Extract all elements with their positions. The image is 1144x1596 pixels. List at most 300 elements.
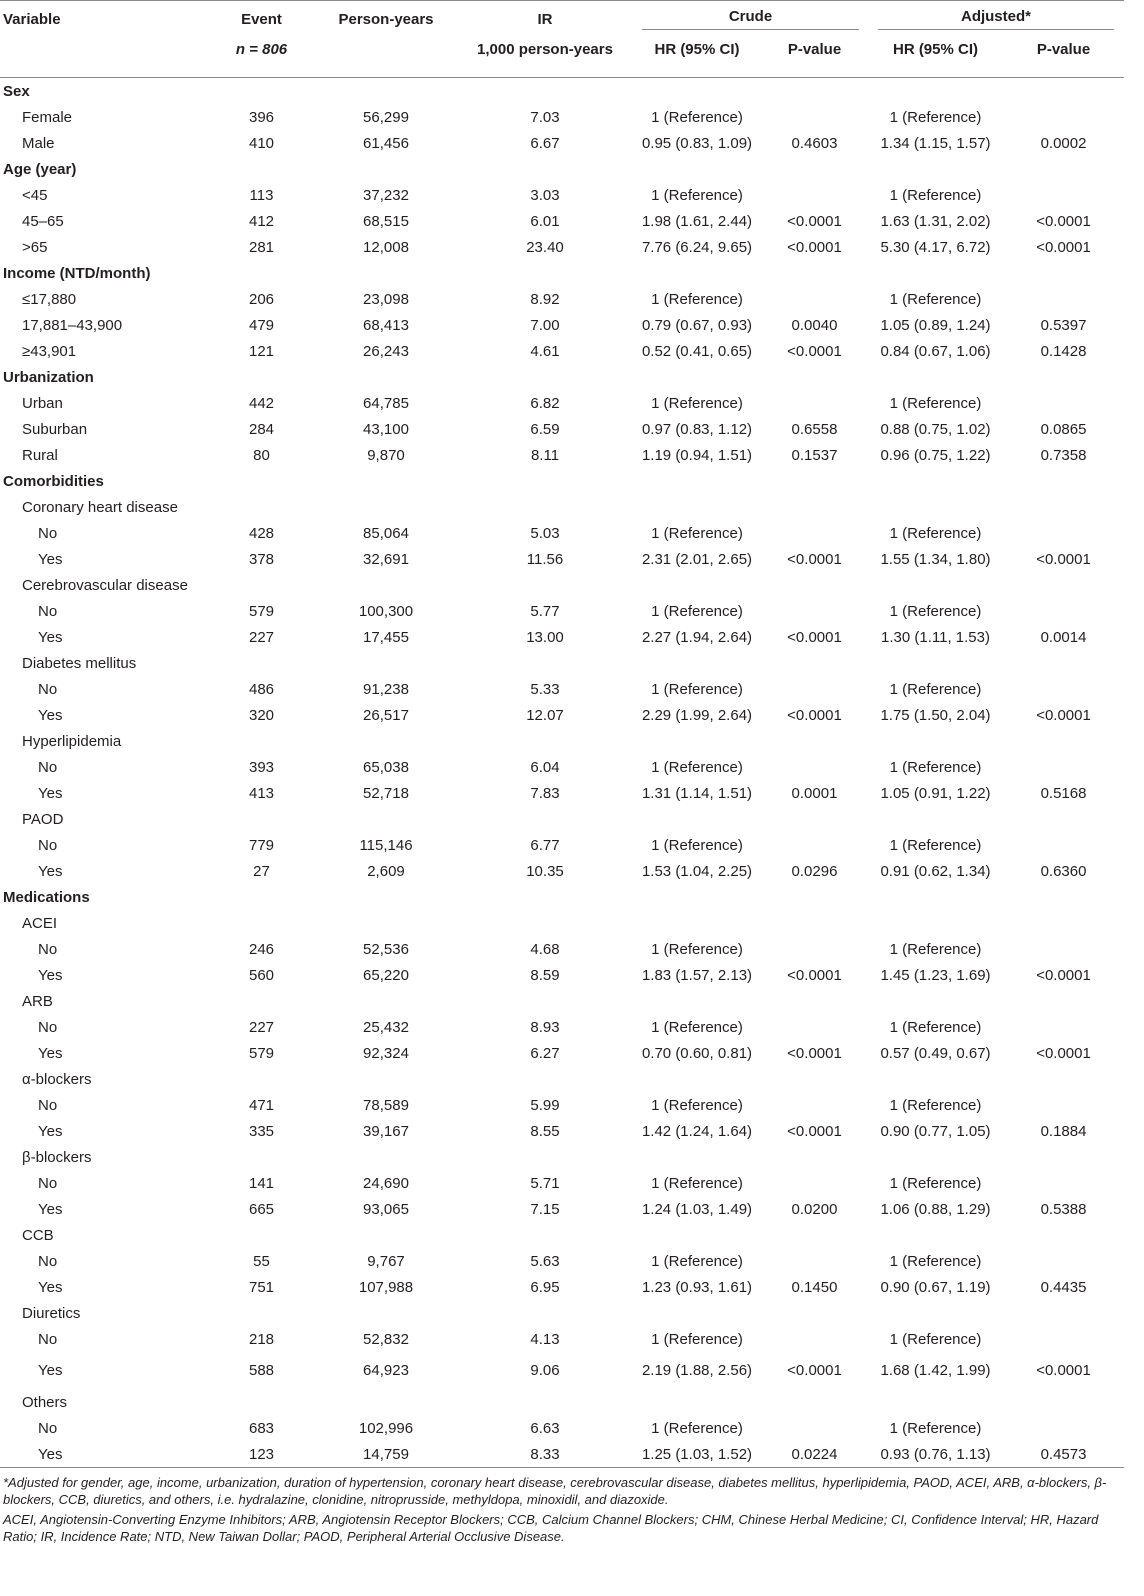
cell-adjusted-hr: 1 (Reference)	[889, 940, 982, 958]
cell-variable: ACEI	[22, 914, 58, 932]
cell-adjusted-hr	[868, 1389, 1003, 1415]
cell-person-years	[315, 78, 457, 105]
cell-ir: 6.63	[530, 1419, 560, 1437]
cell-adjusted-p	[1003, 806, 1124, 832]
cell-adjusted-hr: 1.05 (0.89, 1.24)	[880, 316, 991, 334]
cell-adjusted-hr: 5.30 (4.17, 6.72)	[880, 238, 991, 256]
cell-person-years: 9,767	[367, 1252, 405, 1270]
cell-event: 141	[248, 1174, 275, 1192]
cell-adjusted-p	[1003, 1248, 1124, 1274]
cell-crude-p	[761, 1014, 868, 1040]
cell-adjusted-hr: 1 (Reference)	[889, 680, 982, 698]
cell-ir: 6.27	[530, 1044, 560, 1062]
table-row	[0, 624, 1124, 650]
header-crude-hr: HR (95% CI)	[633, 37, 761, 78]
cell-adjusted-p	[1003, 754, 1124, 780]
cell-event: 27	[253, 862, 270, 880]
table-row	[0, 208, 1124, 234]
cell-crude-p: 0.0224	[761, 1441, 868, 1468]
cell-adjusted-hr	[868, 806, 1003, 832]
cell-person-years	[315, 468, 457, 494]
cell-ir	[457, 650, 633, 676]
cell-adjusted-hr: 1 (Reference)	[889, 1174, 982, 1192]
cell-adjusted-hr	[868, 260, 1003, 286]
cell-adjusted-p	[1003, 1066, 1124, 1092]
cell-adjusted-hr: 1 (Reference)	[889, 1096, 982, 1114]
cell-crude-p: 0.0296	[791, 862, 838, 880]
cell-adjusted-hr: 1 (Reference)	[889, 186, 982, 204]
cell-variable: No	[38, 524, 58, 542]
header-crude-p: P-value	[761, 37, 868, 78]
cell-variable: ≥43,901	[22, 342, 77, 360]
cell-variable: Suburban	[22, 420, 88, 438]
cell-person-years: 115,146	[359, 836, 413, 854]
table-row	[0, 1222, 1124, 1248]
cell-crude-hr	[633, 572, 761, 598]
cell-adjusted-hr: 1.68 (1.42, 1.99)	[880, 1362, 991, 1379]
cell-crude-hr	[633, 156, 761, 182]
cell-variable: Comorbidities	[3, 472, 104, 490]
cell-adjusted-hr: 1 (Reference)	[889, 290, 982, 308]
cell-crude-p: 0.1537	[791, 446, 838, 464]
cell-person-years	[315, 884, 457, 910]
cell-person-years: 91,238	[363, 680, 409, 698]
cell-event: 218	[248, 1330, 275, 1348]
cell-crude-p	[761, 1092, 868, 1118]
cell-variable: Yes	[38, 706, 63, 724]
cell-crude-hr: 1 (Reference)	[651, 602, 743, 620]
cell-event	[208, 988, 315, 1014]
cell-adjusted-hr	[868, 572, 1003, 598]
cell-variable: Income (NTD/month)	[3, 264, 151, 282]
table-row	[0, 884, 1124, 910]
cell-ir: 8.59	[530, 966, 560, 984]
cell-ir	[457, 260, 633, 286]
cell-person-years: 61,456	[363, 134, 409, 152]
cell-event: 410	[248, 134, 275, 152]
cell-crude-hr	[633, 1222, 761, 1248]
cell-crude-hr: 7.76 (6.24, 9.65)	[641, 238, 753, 256]
cell-adjusted-hr	[868, 468, 1003, 494]
cell-ir: 6.04	[530, 758, 560, 776]
cell-adjusted-p: <0.0001	[1036, 1362, 1091, 1379]
cell-event	[208, 572, 315, 598]
table-row	[0, 962, 1124, 988]
footnote-adjusted: *Adjusted for gender, age, income, urbanization, duration of hypertension, coronary heart disease, cerebrovascular disease, diabetes mellitus, hyperlipidemia, PAOD, ACEI, ARB, α-blockers, β-blockers, CCB, diuretics, and others, i.e. hydralazine, clonidine, nitroprusside, methyldopa, minoxidil, and diazoxide.	[3, 1475, 1107, 1507]
cell-variable: Yes	[38, 1200, 63, 1218]
cell-person-years: 17,455	[363, 628, 409, 646]
cell-crude-p: <0.0001	[787, 238, 842, 256]
header-adjusted: Adjusted*	[878, 8, 1114, 30]
cell-person-years: 56,299	[363, 108, 409, 126]
cell-crude-hr	[633, 260, 761, 286]
cell-variable: β-blockers	[22, 1148, 92, 1166]
cell-variable: Others	[22, 1393, 68, 1411]
cell-crude-p	[761, 390, 868, 416]
cell-adjusted-p	[1003, 1170, 1124, 1196]
cell-crude-p	[761, 1300, 868, 1326]
cell-adjusted-hr: 1.06 (0.88, 1.29)	[880, 1200, 991, 1218]
cell-person-years: 85,064	[363, 524, 409, 542]
cell-variable: No	[38, 1174, 58, 1192]
cell-crude-p	[761, 286, 868, 312]
table-row	[0, 468, 1124, 494]
cell-crude-hr: 1.42 (1.24, 1.64)	[641, 1122, 753, 1140]
cell-ir	[457, 494, 633, 520]
cell-ir	[457, 78, 633, 105]
cell-event: 246	[248, 940, 275, 958]
cell-event: 121	[248, 342, 275, 360]
cell-crude-p	[761, 1389, 868, 1415]
cell-adjusted-hr	[868, 728, 1003, 754]
cell-variable: CCB	[22, 1226, 54, 1244]
cell-crude-p	[761, 1222, 868, 1248]
cell-crude-p: <0.0001	[787, 342, 842, 360]
cell-crude-hr: 2.27 (1.94, 2.64)	[641, 628, 753, 646]
cell-crude-p	[761, 884, 868, 910]
cell-adjusted-p	[1003, 364, 1124, 390]
table-row	[0, 832, 1124, 858]
cell-adjusted-p	[1003, 1389, 1124, 1415]
cell-adjusted-p	[1003, 104, 1124, 130]
header-adjusted-hr: HR (95% CI)	[868, 37, 1003, 78]
cell-variable: No	[38, 1252, 58, 1270]
cell-adjusted-p	[1003, 884, 1124, 910]
cell-ir: 7.83	[530, 784, 560, 802]
cell-adjusted-hr: 0.96 (0.75, 1.22)	[880, 446, 991, 464]
cell-adjusted-p	[1003, 728, 1124, 754]
cell-variable: No	[38, 836, 58, 854]
cell-ir: 4.13	[530, 1330, 560, 1348]
cell-variable: Cerebrovascular disease	[22, 576, 188, 594]
cell-variable: 17,881–43,900	[22, 316, 123, 334]
cell-person-years: 92,324	[363, 1044, 409, 1062]
cell-person-years: 25,432	[363, 1018, 409, 1036]
cell-crude-p	[761, 832, 868, 858]
header-event: Event	[208, 1, 315, 38]
header-ir: IR	[457, 1, 633, 38]
cell-event: 393	[248, 758, 275, 776]
cell-adjusted-p	[1003, 1300, 1124, 1326]
cell-event	[208, 1066, 315, 1092]
table-row	[0, 156, 1124, 182]
cell-ir: 6.59	[530, 420, 560, 438]
cell-adjusted-p	[1003, 598, 1124, 624]
cell-variable: Yes	[38, 1362, 63, 1379]
cell-variable: Sex	[3, 82, 30, 100]
cell-crude-p	[761, 1248, 868, 1274]
table-row	[0, 572, 1124, 598]
cell-crude-hr	[633, 650, 761, 676]
cell-crude-hr: 1.25 (1.03, 1.52)	[633, 1441, 761, 1468]
table-row	[0, 104, 1124, 130]
cell-crude-hr	[633, 494, 761, 520]
cell-person-years	[315, 364, 457, 390]
cell-adjusted-hr: 1 (Reference)	[889, 394, 982, 412]
table-row	[0, 1066, 1124, 1092]
cell-crude-hr	[633, 468, 761, 494]
cell-person-years: 78,589	[363, 1096, 409, 1114]
cell-adjusted-hr	[868, 494, 1003, 520]
cell-crude-p	[761, 728, 868, 754]
cell-event: 396	[248, 108, 275, 126]
cell-crude-p: 0.0040	[791, 316, 838, 334]
cell-crude-hr: 1.31 (1.14, 1.51)	[641, 784, 753, 802]
cell-event	[208, 364, 315, 390]
cell-crude-hr	[633, 910, 761, 936]
table-row	[0, 858, 1124, 884]
cell-ir: 9.06	[530, 1362, 560, 1379]
cell-event: 779	[248, 836, 275, 854]
cell-person-years: 9,870	[367, 446, 405, 464]
cell-event	[208, 1222, 315, 1248]
cell-adjusted-p: 0.0002	[1040, 134, 1087, 152]
cell-person-years: 64,785	[363, 394, 409, 412]
cell-crude-p	[761, 650, 868, 676]
cell-event: 683	[248, 1419, 275, 1437]
table-row	[0, 988, 1124, 1014]
cell-person-years: 26,243	[363, 342, 409, 360]
cell-variable: Age (year)	[3, 160, 77, 178]
cell-variable: Yes	[0, 1441, 208, 1468]
cell-event: 227	[248, 1018, 275, 1036]
cell-crude-hr: 1.53 (1.04, 2.25)	[641, 862, 753, 880]
cell-crude-hr: 0.52 (0.41, 0.65)	[641, 342, 753, 360]
cell-variable: No	[38, 680, 58, 698]
cell-adjusted-hr: 1 (Reference)	[889, 758, 982, 776]
table-row	[0, 1326, 1124, 1352]
cell-adjusted-hr: 1.05 (0.91, 1.22)	[880, 784, 991, 802]
cell-crude-hr	[633, 988, 761, 1014]
cell-crude-p	[761, 1066, 868, 1092]
cell-event: 281	[248, 238, 275, 256]
cell-event: 335	[248, 1122, 275, 1140]
cell-event	[208, 468, 315, 494]
cell-crude-p: <0.0001	[787, 1122, 842, 1140]
cell-adjusted-p: 0.0865	[1040, 420, 1087, 438]
cell-crude-hr: 1 (Reference)	[651, 108, 743, 126]
cell-adjusted-p	[1003, 520, 1124, 546]
cell-adjusted-hr: 1.63 (1.31, 2.02)	[880, 212, 991, 230]
cell-ir: 6.82	[530, 394, 560, 412]
cell-adjusted-hr	[868, 1144, 1003, 1170]
cell-adjusted-p	[1003, 1092, 1124, 1118]
table-row	[0, 1040, 1124, 1066]
cell-event	[208, 650, 315, 676]
cell-adjusted-p	[1003, 676, 1124, 702]
cell-person-years: 37,232	[363, 186, 409, 204]
cell-adjusted-p	[1003, 832, 1124, 858]
cell-adjusted-hr: 0.57 (0.49, 0.67)	[880, 1044, 991, 1062]
cell-crude-p	[761, 520, 868, 546]
cell-adjusted-p	[1003, 286, 1124, 312]
cell-adjusted-p: <0.0001	[1036, 966, 1091, 984]
cell-crude-hr: 0.70 (0.60, 0.81)	[641, 1044, 753, 1062]
cell-adjusted-hr: 1 (Reference)	[889, 836, 982, 854]
cell-crude-hr	[633, 78, 761, 105]
cell-ir	[457, 1222, 633, 1248]
table-header	[0, 1, 1124, 78]
cell-person-years	[315, 1300, 457, 1326]
cell-ir	[457, 728, 633, 754]
cell-variable: Female	[22, 108, 73, 126]
cell-variable: α-blockers	[22, 1070, 92, 1088]
cell-ir: 5.03	[530, 524, 560, 542]
cell-adjusted-hr	[868, 650, 1003, 676]
cell-adjusted-p: 0.5168	[1040, 784, 1087, 802]
cell-event	[208, 910, 315, 936]
cell-person-years: 52,832	[363, 1330, 409, 1348]
cell-person-years: 65,038	[363, 758, 409, 776]
cell-variable: No	[38, 1096, 58, 1114]
cell-ir	[457, 364, 633, 390]
cell-adjusted-p	[1003, 1415, 1124, 1441]
cell-crude-p	[761, 754, 868, 780]
table-row	[0, 1441, 1124, 1468]
table-row	[0, 1118, 1124, 1144]
cell-event	[208, 728, 315, 754]
cell-ir: 4.61	[530, 342, 560, 360]
cell-variable: ≤17,880	[22, 290, 77, 308]
cell-variable: Rural	[22, 446, 58, 464]
table-body	[0, 78, 1124, 1468]
table-row	[0, 598, 1124, 624]
cell-event: 80	[253, 446, 270, 464]
cell-adjusted-p	[1003, 988, 1124, 1014]
cell-event	[208, 260, 315, 286]
cell-event: 412	[248, 212, 275, 230]
cell-person-years	[315, 910, 457, 936]
cell-crude-hr: 1.83 (1.57, 2.13)	[641, 966, 753, 984]
cell-variable: Yes	[38, 1122, 63, 1140]
cell-crude-p	[761, 1144, 868, 1170]
cell-adjusted-hr: 1.30 (1.11, 1.53)	[881, 628, 990, 646]
cell-event: 227	[248, 628, 275, 646]
cell-crude-hr: 1.98 (1.61, 2.44)	[641, 212, 753, 230]
cell-crude-hr: 2.29 (1.99, 2.64)	[641, 706, 753, 724]
cell-crude-hr	[633, 1144, 761, 1170]
cell-adjusted-hr: 1 (Reference)	[889, 602, 982, 620]
cell-event: 588	[248, 1362, 275, 1379]
cell-crude-p: 0.6558	[791, 420, 838, 438]
cell-ir: 6.95	[530, 1278, 560, 1296]
cell-person-years	[315, 1144, 457, 1170]
cell-variable: Urbanization	[3, 368, 94, 386]
cell-event	[208, 1144, 315, 1170]
cell-variable: Yes	[38, 550, 63, 568]
cell-adjusted-p: 0.1428	[1040, 342, 1087, 360]
cell-crude-p: 0.4603	[791, 134, 838, 152]
table-row	[0, 338, 1124, 364]
cell-event	[208, 1389, 315, 1415]
cell-ir: 6.67	[530, 134, 560, 152]
cell-person-years: 12,008	[363, 238, 409, 256]
cell-crude-hr: 1 (Reference)	[651, 836, 743, 854]
cell-event	[208, 884, 315, 910]
cell-adjusted-hr	[868, 1300, 1003, 1326]
cell-adjusted-p	[1003, 468, 1124, 494]
table-row	[0, 1352, 1124, 1389]
cell-variable: No	[38, 1018, 58, 1036]
cell-crude-p	[761, 494, 868, 520]
cell-ir: 8.92	[530, 290, 560, 308]
cell-event: 751	[248, 1278, 275, 1296]
cell-ir: 8.33	[457, 1441, 633, 1468]
cell-crude-hr: 1 (Reference)	[651, 1018, 743, 1036]
cell-crude-hr: 1.23 (0.93, 1.61)	[641, 1278, 753, 1296]
cell-crude-hr: 2.31 (2.01, 2.65)	[641, 550, 753, 568]
cell-person-years	[315, 1389, 457, 1415]
cell-person-years: 52,536	[363, 940, 409, 958]
cell-person-years: 14,759	[315, 1441, 457, 1468]
cell-crude-p: <0.0001	[787, 966, 842, 984]
cell-ir: 7.00	[530, 316, 560, 334]
cell-person-years	[315, 806, 457, 832]
cell-crude-p	[761, 572, 868, 598]
table-row	[0, 286, 1124, 312]
cell-ir: 4.68	[530, 940, 560, 958]
header-blank	[315, 37, 457, 78]
cell-crude-p	[761, 988, 868, 1014]
cell-crude-p	[761, 78, 868, 105]
cell-adjusted-hr	[868, 910, 1003, 936]
cell-crude-hr: 0.97 (0.83, 1.12)	[641, 420, 753, 438]
cell-adjusted-hr	[868, 156, 1003, 182]
cell-adjusted-p	[1003, 1222, 1124, 1248]
table-row	[0, 312, 1124, 338]
header-event-n: n = 806	[208, 37, 315, 78]
cell-person-years	[315, 156, 457, 182]
cell-adjusted-p: <0.0001	[1036, 238, 1091, 256]
cell-adjusted-p	[1003, 910, 1124, 936]
table-row	[0, 260, 1124, 286]
cell-adjusted-hr: 1 (Reference)	[889, 524, 982, 542]
cell-ir: 5.71	[530, 1174, 560, 1192]
cell-adjusted-p	[1003, 390, 1124, 416]
table-row	[0, 1170, 1124, 1196]
cell-crude-hr: 1 (Reference)	[651, 290, 743, 308]
table-row	[0, 1300, 1124, 1326]
cell-ir	[457, 884, 633, 910]
table-row	[0, 520, 1124, 546]
cell-adjusted-p: 0.4435	[1040, 1278, 1087, 1296]
cell-variable: ARB	[22, 992, 53, 1010]
table-row	[0, 1415, 1124, 1441]
cell-adjusted-p	[1003, 572, 1124, 598]
cell-ir: 3.03	[530, 186, 560, 204]
cell-ir	[457, 1389, 633, 1415]
table-row	[0, 1014, 1124, 1040]
cell-ir	[457, 156, 633, 182]
cell-ir	[457, 1066, 633, 1092]
cell-crude-hr: 1 (Reference)	[651, 1252, 743, 1270]
cell-person-years: 102,996	[358, 1419, 414, 1437]
cell-person-years: 64,923	[363, 1362, 409, 1379]
header-blank	[0, 37, 208, 78]
table-row	[0, 442, 1124, 468]
cell-adjusted-p: 0.1884	[1040, 1122, 1087, 1140]
cell-ir	[457, 572, 633, 598]
cell-ir	[457, 910, 633, 936]
cell-ir: 8.55	[530, 1122, 560, 1140]
cell-adjusted-hr: 0.91 (0.62, 1.34)	[880, 862, 991, 880]
cell-adjusted-p	[1003, 78, 1124, 105]
cell-crude-hr: 0.95 (0.83, 1.09)	[641, 134, 753, 152]
cell-person-years: 23,098	[363, 290, 409, 308]
cell-crude-p: <0.0001	[787, 1362, 842, 1379]
cell-adjusted-hr: 1.45 (1.23, 1.69)	[880, 966, 991, 984]
cell-variable: Diabetes mellitus	[22, 654, 137, 672]
